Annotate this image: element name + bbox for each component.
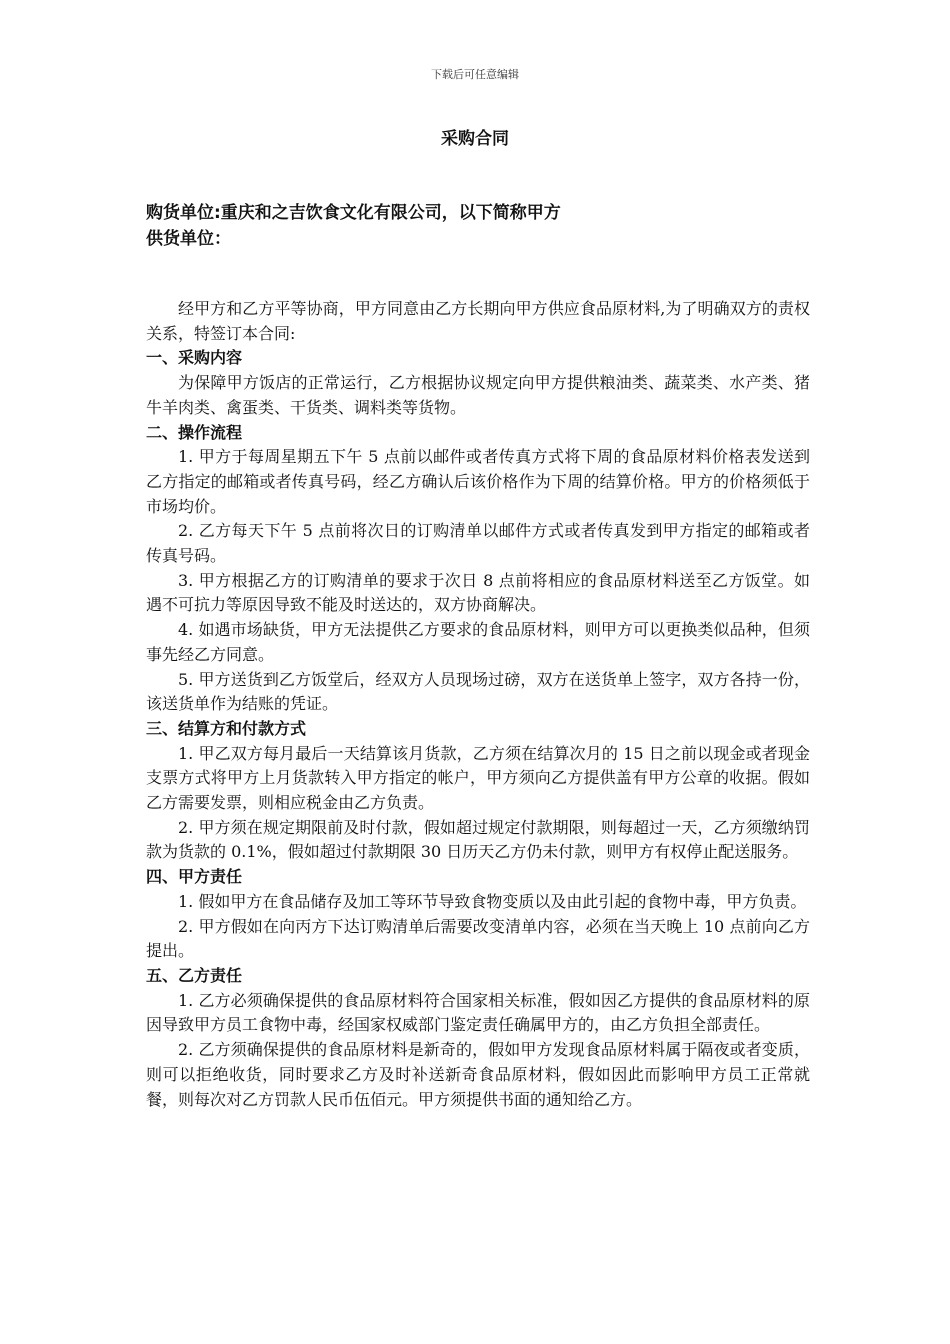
section-paragraph: 2. 甲方须在规定期限前及时付款，假如超过规定付款期限，则每超过一天，乙方须缴纳罚款为货款的 0.1%，假如超过付款期限 30 日历天乙方仍未付款，则甲方有权停止配送服务。 xyxy=(146,817,810,862)
buyer-line: 购货单位:重庆和之吉饮食文化有限公司，以下简称甲方 xyxy=(146,203,561,223)
section-paragraph: 1. 假如甲方在食品储存及加工等环节导致食物变质以及由此引起的食物中毒，甲方负责。 xyxy=(178,891,807,911)
section-paragraph: 1. 甲乙双方每月最后一天结算该月货款，乙方须在结算次月的 15 日之前以现金或者现金支票方式将甲方上月货款转入甲方指定的帐户，甲方须向乙方提供盖有甲方公章的收据。假如乙方需要发票，则相应税金由乙方负责。 xyxy=(146,743,810,813)
section-heading: 五、乙方责任 xyxy=(146,965,243,985)
supplier-line: 供货单位： xyxy=(146,229,231,249)
section-heading: 三、结算方和付款方式 xyxy=(146,718,307,738)
section-paragraph: 1. 乙方必须确保提供的食品原材料符合国家相关标准，假如因乙方提供的食品原材料的原因导致甲方员工食物中毒，经国家权威部门鉴定责任确属甲方的，由乙方负担全部责任。 xyxy=(146,990,810,1035)
section-paragraph: 2. 乙方须确保提供的食品原材料是新奇的，假如甲方发现食品原材料属于隔夜或者变质，则可以拒绝收货，同时要求乙方及时补送新奇食品原材料，假如因此而影响甲方员工正常就餐，则每次对乙方罚款人民币伍佰元。甲方须提供书面的通知给乙方。 xyxy=(146,1040,810,1109)
section-paragraph: 3. 甲方根据乙方的订购清单的要求于次日 8 点前将相应的食品原材料送至乙方饭堂。如遇不可抗力等原因导致不能及时送达的，双方协商解决。 xyxy=(146,570,810,615)
contract-body xyxy=(146,297,810,1112)
section-heading: 二、操作流程 xyxy=(146,422,243,442)
section-paragraph: 为保障甲方饭店的正常运行，乙方根据协议规定向甲方提供粮油类、蔬菜类、水产类、猪牛羊肉类、禽蛋类、干货类、调料类等货物。 xyxy=(146,373,810,417)
section-heading: 四、甲方责任 xyxy=(146,867,243,887)
contract-title: 采购合同 xyxy=(441,129,509,149)
section-paragraph: 4. 如遇市场缺货，甲方无法提供乙方要求的食品原材料，则甲方可以更换类似品种，但须事先经乙方同意。 xyxy=(146,620,810,664)
header-note: 下载后可任意编辑 xyxy=(431,68,519,81)
section-paragraph: 2. 乙方每天下午 5 点前将次日的订购清单以邮件方式或者传真发到甲方指定的邮箱或者传真号码。 xyxy=(146,521,810,566)
section-paragraph: 1. 甲方于每周星期五下午 5 点前以邮件或者传真方式将下周的食品原材料价格表发送到乙方指定的邮箱或者传真号码，经乙方确认后该价格作为下周的结算价格。甲方的价格须低于市场均价。 xyxy=(146,447,810,516)
intro-paragraph: 经甲方和乙方平等协商，甲方同意由乙方长期向甲方供应食品原材料,为了明确双方的责权关系，特签订本合同: xyxy=(146,299,810,343)
section-paragraph: 2. 甲方假如在向丙方下达订购清单后需要改变清单内容，必须在当天晚上 10 点前向乙方提出。 xyxy=(146,916,810,961)
section-heading: 一、采购内容 xyxy=(146,348,243,368)
section-paragraph: 5. 甲方送货到乙方饭堂后，经双方人员现场过磅，双方在送货单上签字，双方各持一份，该送货单作为结账的凭证。 xyxy=(146,669,810,714)
parties-block xyxy=(146,200,826,252)
